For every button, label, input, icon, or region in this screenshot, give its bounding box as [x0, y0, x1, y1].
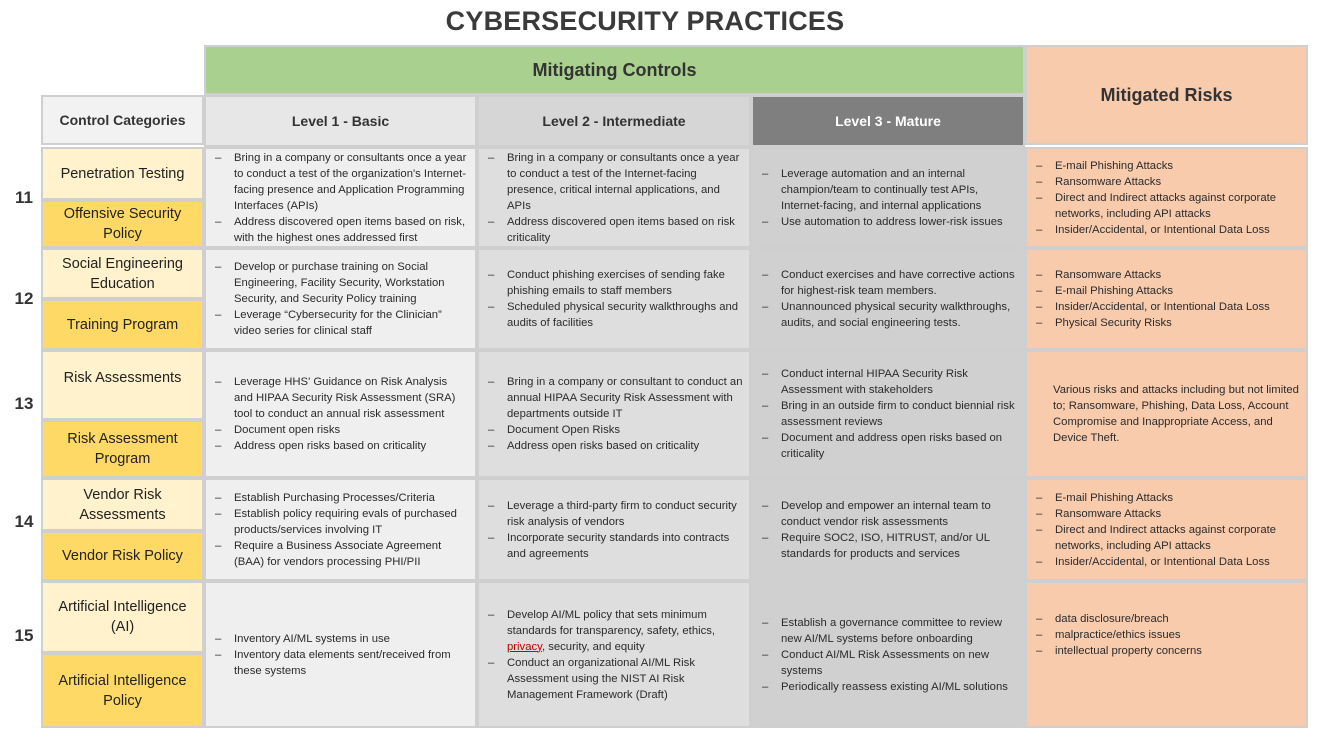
risks-cell: [1025, 147, 1308, 248]
level1-cell: [204, 350, 477, 478]
category-training-program: Training Program: [41, 299, 204, 350]
level1-header: Level 1 - Basic: [204, 95, 477, 147]
list-item: – Leverage a third-party firm to conduct security risk analysis of vendors: [485, 498, 743, 530]
list-item: – Ransomware Attacks: [1033, 267, 1300, 283]
level1-cell: [204, 478, 477, 581]
row-number: 14: [14, 512, 34, 531]
list-item: – Leverage “Cybersecurity for the Clinician” video series for clinical staff: [212, 307, 469, 339]
row-number: 12: [14, 289, 34, 308]
list-item: – Document Open Risks: [485, 422, 743, 438]
list-item: – E-mail Phishing Attacks: [1033, 158, 1300, 174]
list-item: – Inventory data elements sent/received from these systems: [212, 647, 469, 679]
risks-cell: [1025, 478, 1308, 581]
row-number: 11: [15, 188, 33, 207]
list-item: – Incorporate security standards into contracts and agreements: [485, 530, 743, 562]
level2-header: Level 2 - Intermediate: [477, 95, 751, 147]
list-item: – Establish a governance committee to review new AI/ML systems before onboarding: [759, 615, 1017, 647]
list-item: – Address discovered open items based on risk, with the highest ones addressed first: [212, 214, 469, 246]
level1-cell: [204, 581, 477, 728]
level3-cell: [751, 478, 1025, 581]
level3-cell: [751, 248, 1025, 350]
level2-cell: [477, 478, 751, 581]
control-categories-header: Control Categories: [41, 95, 204, 145]
level2-cell: [477, 248, 751, 350]
risks-cell: [1025, 248, 1308, 350]
list-item: [485, 607, 743, 655]
list-item: – Ransomware Attacks: [1033, 174, 1300, 190]
mitigated-risks-header: Mitigated Risks: [1025, 45, 1308, 145]
level3-cell: [751, 147, 1025, 248]
list-item: – E-mail Phishing Attacks: [1033, 283, 1300, 299]
list-item: – Direct and Indirect attacks against corporate networks, including API attacks: [1033, 522, 1300, 554]
level2-cell: [477, 350, 751, 478]
row-number: 13: [14, 394, 34, 413]
list-item: – Ransomware Attacks: [1033, 506, 1300, 522]
list-item: – Insider/Accidental, or Intentional Data Loss: [1033, 299, 1300, 315]
list-item: – Address open risks based on criticality: [212, 438, 469, 454]
category-artificial-intelligence: Artificial Intelligence (AI): [41, 581, 204, 653]
category-penetration-testing: Penetration Testing: [41, 147, 204, 200]
category-vendor-risk-assessments: Vendor Risk Assessments: [41, 478, 204, 531]
level3-header: Level 3 - Mature: [751, 95, 1025, 147]
list-item: – Unannounced physical security walkthroughs, audits, and social engineering tests.: [759, 299, 1017, 331]
category-risk-assessment-program: Risk Assessment Program: [41, 420, 204, 478]
list-item: – Require a Business Associate Agreement (BAA) for vendors processing PHI/PII: [212, 538, 469, 570]
list-item: – Document and address open risks based on criticality: [759, 430, 1017, 462]
policy-text: Develop AI/ML policy that sets minimum standards for transparency, safety, ethics,: [507, 608, 716, 637]
privacy-word: privacy: [507, 640, 542, 653]
level3-cell: [751, 581, 1025, 728]
level3-cell: [751, 350, 1025, 478]
list-item: – Address open risks based on criticality: [485, 438, 743, 454]
list-item: – Physical Security Risks: [1033, 315, 1300, 331]
policy-text-end: , security, and equity: [541, 640, 645, 653]
list-item: – Inventory AI/ML systems in use: [212, 631, 469, 647]
level2-cell: [477, 147, 751, 248]
level2-cell: [477, 581, 751, 728]
page-title: CYBERSECURITY PRACTICES: [445, 6, 845, 36]
category-artificial-intelligence-policy: Artificial Intelligence Policy: [41, 653, 204, 728]
row-number: 15: [14, 626, 34, 645]
list-item: – Conduct an organizational AI/ML Risk Assessment using the NIST AI Risk Management Framework (Draft): [485, 655, 743, 703]
level1-cell: [204, 248, 477, 350]
category-risk-assessments: Risk Assessments: [41, 350, 204, 420]
mitigating-controls-header: Mitigating Controls: [204, 45, 1025, 95]
list-item: – Require SOC2, ISO, HITRUST, and/or UL standards for products and services: [759, 530, 1017, 562]
category-offensive-security-policy: Offensive Security Policy: [41, 200, 204, 248]
level1-cell: [204, 147, 477, 248]
list-item: – Periodically reassess existing AI/ML solutions: [759, 679, 1017, 695]
list-item: Various risks and attacks including but not limited to; Ransomware, Phishing, Data Loss, Account Compromise and Inappropriate Access, and Device Theft.: [1053, 384, 1299, 444]
list-item: – Scheduled physical security walkthroughs and audits of facilities: [485, 299, 743, 331]
list-item: – data disclosure/breach: [1033, 611, 1300, 627]
list-item: – Document open risks: [212, 422, 469, 438]
list-item: – Bring in a company or consultants once a year to conduct a test of the Internet-facing presence, critical internal applications, and APIs: [485, 150, 743, 214]
list-item: – Address discovered open items based on risk criticality: [485, 214, 743, 246]
list-item: – Conduct phishing exercises of sending fake phishing emails to staff members: [485, 267, 743, 299]
list-item: – E-mail Phishing Attacks: [1033, 490, 1300, 506]
category-social-engineering-education: Social Engineering Education: [41, 248, 204, 299]
list-item: – Conduct exercises and have corrective actions for highest-risk team members.: [759, 267, 1017, 299]
list-item: – Use automation to address lower-risk issues: [759, 214, 1017, 230]
list-item: – Establish Purchasing Processes/Criteria: [212, 490, 469, 506]
list-item: – Leverage automation and an internal champion/team to continually test APIs, Internet-facing, and internal applications: [759, 166, 1017, 214]
category-vendor-risk-policy: Vendor Risk Policy: [41, 531, 204, 581]
list-item: – malpractice/ethics issues: [1033, 627, 1300, 643]
list-item: – Bring in a company or consultant to conduct an annual HIPAA Security Risk Assessment with departments outside IT: [485, 374, 743, 422]
list-item: – Insider/Accidental, or Intentional Data Loss: [1033, 554, 1300, 570]
list-item: – Bring in an outside firm to conduct biennial risk assessment reviews: [759, 398, 1017, 430]
risks-cell: [1025, 581, 1308, 728]
list-item: – Leverage HHS' Guidance on Risk Analysis and HIPAA Security Risk Assessment (SRA) tool to conduct an annual risk assessment: [212, 374, 469, 422]
list-item: – Develop or purchase training on Social Engineering, Facility Security, Workstation Security, and Security Policy training: [212, 259, 469, 307]
list-item: – intellectual property concerns: [1033, 643, 1300, 659]
list-item: – Develop and empower an internal team to conduct vendor risk assessments: [759, 498, 1017, 530]
list-item: – Establish policy requiring evals of purchased products/services involving IT: [212, 506, 469, 538]
list-item: – Insider/Accidental, or Intentional Data Loss: [1033, 222, 1300, 238]
list-item: – Conduct internal HIPAA Security Risk Assessment with stakeholders: [759, 366, 1017, 398]
list-item: – Bring in a company or consultants once a year to conduct a test of the organization's Internet-facing presence and Application Programming Interfaces (APIs): [212, 150, 469, 214]
list-item: – Conduct AI/ML Risk Assessments on new systems: [759, 647, 1017, 679]
risks-cell: [1025, 350, 1308, 478]
list-item: – Direct and Indirect attacks against corporate networks, including API attacks: [1033, 190, 1300, 222]
